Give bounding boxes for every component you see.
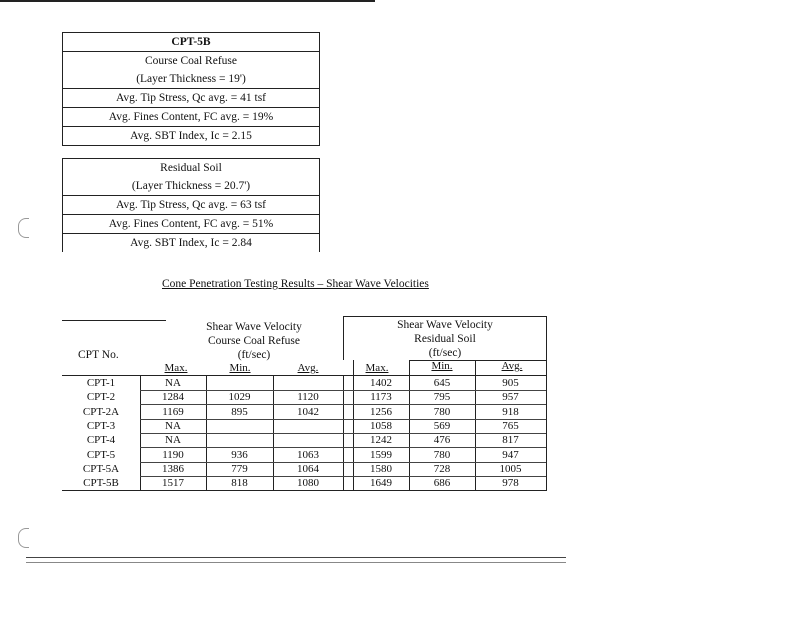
table-cell-soil-min: 780 [433,405,451,418]
table-cell-soil-avg: 905 [502,377,519,389]
table-cell-coal-min: 895 [231,405,248,418]
summary-title: CPT-5B [63,33,319,52]
summary-fines-content: Avg. Fines Content, FC avg. = 19% [63,108,319,127]
header-rule [62,320,166,321]
table-cell-coal-avg: 1120 [297,391,319,404]
header-rule [343,316,547,317]
header-divider [343,316,344,360]
summary-fines-content: Avg. Fines Content, FC avg. = 51% [63,215,319,234]
table-cell-coal-min [206,433,273,447]
table-cell-soil-avg: 957 [502,391,519,404]
table-cell-soil-max: 1649 [370,477,392,490]
table-caption: Cone Penetration Testing Results – Shear Wave Velocities [162,278,429,290]
summary-tip-stress: Avg. Tip Stress, Qc avg. = 41 tsf [63,89,319,108]
summary-layer-name: Course Coal Refuse [145,55,237,67]
table-cell-soil-min: 569 [433,419,451,432]
table-cell-soil-max: 1580 [370,462,392,475]
group2-subtitle: Residual Soil [414,333,476,345]
table-cell-coal-min: 818 [231,477,248,490]
table-cell-soil-min: 686 [433,477,451,490]
table-cell-soil-min: 728 [433,462,451,475]
table-cell-soil-min: 780 [433,448,451,461]
col-avg-header: Avg. [297,362,319,374]
table-cell-coal-max: NA [165,377,181,389]
top-rule [0,0,375,2]
col-max-header: Max. [164,362,188,374]
summary-tip-stress: Avg. Tip Stress, Qc avg. = 63 tsf [63,196,319,215]
footer-rule [26,562,566,563]
table-cell-soil-min: 795 [433,391,451,404]
table-cell-soil-avg: 817 [502,434,519,447]
col-max-header: Max. [365,362,389,374]
table-cell-cpt-id: CPT-1 [86,377,116,389]
punch-hole-mark [18,528,29,548]
table-cell-soil-max: 1599 [370,448,392,461]
table-cell-soil-min: 476 [433,434,451,447]
table-cell-coal-avg [273,419,343,433]
table-cell-coal-avg: 1063 [297,448,319,461]
summary-layer-thickness: (Layer Thickness = 20.7') [63,177,319,196]
col-min-header: Min. [229,362,251,374]
table-cell-coal-max: 1517 [162,477,184,490]
footer-rule [26,557,566,558]
table-cell-soil-avg: 978 [502,477,519,490]
table-cell-soil-max: 1242 [370,434,392,447]
table-cell-coal-avg: 1042 [297,405,319,418]
summary-layer-thickness: (Layer Thickness = 19') [63,70,319,89]
table-cell-cpt-id: CPT-5A [82,462,120,475]
table-cell-coal-min [206,376,273,390]
table-bottom-rule [62,490,547,491]
table-cell-soil-max: 1173 [370,391,392,404]
table-cell-coal-min [206,419,273,433]
residual-soil-summary [62,158,320,252]
group2-title: Shear Wave Velocity [397,319,493,331]
table-cell-coal-max: NA [165,419,181,432]
table-cell-coal-max: 1284 [162,391,184,404]
table-cell-coal-avg [273,433,343,447]
table-cell-soil-avg: 1005 [499,462,522,475]
table-cell-coal-max: NA [165,434,181,447]
table-cell-coal-max: 1190 [162,448,184,461]
table-cell-coal-min: 1029 [228,391,251,404]
summary-sbt-index: Avg. SBT Index, Ic = 2.84 [130,237,252,249]
table-cell-coal-max: 1386 [162,462,184,475]
table-cell-cpt-id: CPT-4 [86,434,116,447]
table-cell-soil-avg: 947 [502,448,519,461]
cpt-no-header: CPT No. [78,349,119,361]
table-cell-cpt-id: CPT-2 [86,391,116,404]
table-cell-cpt-id: CPT-2A [82,405,120,418]
table-cell-cpt-id: CPT-5 [86,448,116,461]
table-cell-coal-avg: 1064 [297,462,319,475]
col-min-header: Min. [431,360,453,372]
group2-units: (ft/sec) [428,347,462,359]
table-cell-soil-max: 1058 [370,419,392,432]
summary-sbt-index: Avg. SBT Index, Ic = 2.15 [63,127,319,146]
col-avg-header: Avg. [501,360,523,372]
group1-title: Shear Wave Velocity [206,321,302,333]
group1-subtitle: Course Coal Refuse [208,335,300,347]
group1-units: (ft/sec) [237,349,271,361]
table-cell-coal-max: 1169 [162,405,184,418]
table-cell-coal-min: 779 [231,462,248,475]
table-right-border [546,316,547,490]
table-cell-soil-max: 1402 [370,377,392,389]
table-cell-soil-min: 645 [433,377,451,389]
summary-layer-name: Residual Soil [160,162,222,174]
cpt-5b-coal-refuse-summary [62,32,320,146]
table-cell-coal-avg [273,376,343,390]
table-cell-soil-avg: 918 [502,405,519,418]
table-cell-coal-min: 936 [231,448,248,461]
table-cell-cpt-id: CPT-5B [83,477,119,490]
table-cell-soil-avg: 765 [502,419,519,432]
table-cell-soil-max: 1256 [370,405,392,418]
table-cell-cpt-id: CPT-3 [86,419,116,432]
punch-hole-mark [18,218,29,238]
table-cell-coal-avg: 1080 [297,477,319,490]
